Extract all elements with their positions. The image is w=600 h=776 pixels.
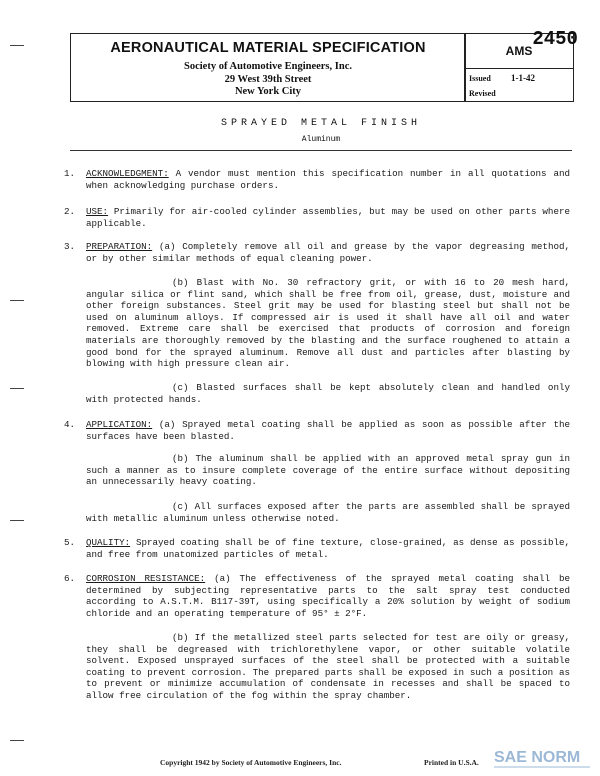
section-application-b: (b) The aluminum shall be applied with an approved metal spray gun in such a manner as to insure complete coverage of the entire surface without depositing an unnecessarily heavy coating. [86, 453, 570, 488]
org-address: 29 West 39th Street [224, 74, 312, 85]
document-subtitle: Aluminum [301, 135, 341, 144]
section-heading: QUALITY: [86, 537, 131, 548]
section-text: Sprayed coating shall be of fine texture, close-grained, as dense as possible, and free from unatomized particles of metal. [86, 537, 570, 560]
section-number: 3. [64, 241, 76, 252]
spec-number-box [464, 28, 578, 102]
section-number: 2. [64, 206, 76, 217]
section-heading: USE: [86, 206, 109, 217]
issued-date: 1-1-42 [511, 73, 535, 83]
margin-mark [10, 740, 24, 741]
copyright-notice: Copyright 1942 by Society of Automotive Engineers, Inc. [160, 758, 342, 767]
section-preparation-b: (b) Blast with No. 30 refractory grit, or with 16 to 20 mesh hard, angular silica or flint sand, which shall be free from oil, grease, dust, moisture and other foreign substances. Steel grit may be used for blasting steel but shall not be used on aluminum alloys. If compressed air is used it shall have all oil and water removed. Extreme care shall be exercised that products of corrosion and foreign materials are thoroughly removed by the blasting and the surface roughened to attain a good bond for the sprayed aluminum. Remove all dust and particles after blasting by blowing with high pressure clean air. [86, 277, 570, 370]
section-acknowledgment [86, 168, 570, 191]
section-number: 5. [64, 537, 76, 548]
spec-number [465, 28, 578, 69]
section-text: (a) The effectiveness of the sprayed metal coating shall be determined by subjecting representative parts to the salt spray test conducted according to A.S.T.M. B117-39T, using specifically a 20% solution by weight of sodium chloride and an operating temperature of 95° ± 2°F. [86, 573, 570, 619]
section-number: 6. [64, 573, 76, 584]
section-heading: APPLICATION: [86, 419, 153, 430]
org-city: New York City [234, 86, 302, 97]
org-name: Society of Automotive Engineers, Inc. [184, 61, 352, 72]
margin-mark [10, 300, 24, 301]
title-band [70, 108, 572, 151]
margin-mark [10, 45, 24, 46]
section-corrosion-resistance-b: (b) If the metallized steel parts selected for test are oily or greasy, they shall be degreased with trichlorethylene vapor, or other suitable volatile solvent. Exposed unsprayed surfaces of the steel shall be protected with a suitable coating to prevent corrosion. The prepared parts shall be exposed in such a position as to prevent or minimize accumulation of condensate in recesses and shall be spaced to allow free circulation of the fog within the spray chamber. [86, 632, 570, 701]
section-preparation-c: (c) Blasted surfaces shall be kept absolutely clean and handled only with protected hands. [86, 382, 570, 405]
section-text: A vendor must mention this specification number in all quotations and when acknowledging purchase orders. [86, 168, 570, 191]
section-use [86, 206, 570, 229]
section-application-c: (c) All surfaces exposed after the parts are assembled shall be sprayed with metallic aluminum unless otherwise noted. [86, 501, 570, 524]
header-box [70, 33, 466, 102]
section-text: (a) Completely remove all oil and grease by the vapor degreasing method, or by other similar methods of equal cleaning power. [86, 241, 570, 264]
issued-label: Issued [469, 74, 491, 83]
margin-mark [10, 388, 24, 389]
section-preparation [86, 241, 570, 264]
spec-header-title: AERONAUTICAL MATERIAL SPECIFICATION [110, 40, 426, 56]
margin-mark [10, 520, 24, 521]
printed-notice: Printed in U.S.A. [424, 758, 479, 767]
section-heading: PREPARATION: [86, 241, 153, 252]
section-number: 1. [64, 168, 76, 179]
section-application [86, 419, 570, 442]
section-corrosion-resistance [86, 573, 570, 619]
section-quality [86, 537, 570, 560]
spec-prefix: AMS [505, 44, 533, 58]
revised-label: Revised [469, 89, 496, 98]
sae-norm-watermark-logo [492, 745, 594, 771]
section-text: (a) Sprayed metal coating shall be applied as soon as possible after the surfaces have been blasted. [86, 419, 570, 442]
section-heading: CORROSION RESISTANCE: [86, 573, 206, 584]
document-title: SPRAYED METAL FINISH [220, 118, 422, 129]
section-number: 4. [64, 419, 76, 430]
spec-number-value: 2450 [532, 28, 578, 50]
watermark-text: SAE NORM [494, 749, 581, 766]
section-text: Primarily for air-cooled cylinder assemblies, but may be used on other parts where applicable. [86, 206, 570, 229]
section-heading: ACKNOWLEDGMENT: [86, 168, 169, 179]
